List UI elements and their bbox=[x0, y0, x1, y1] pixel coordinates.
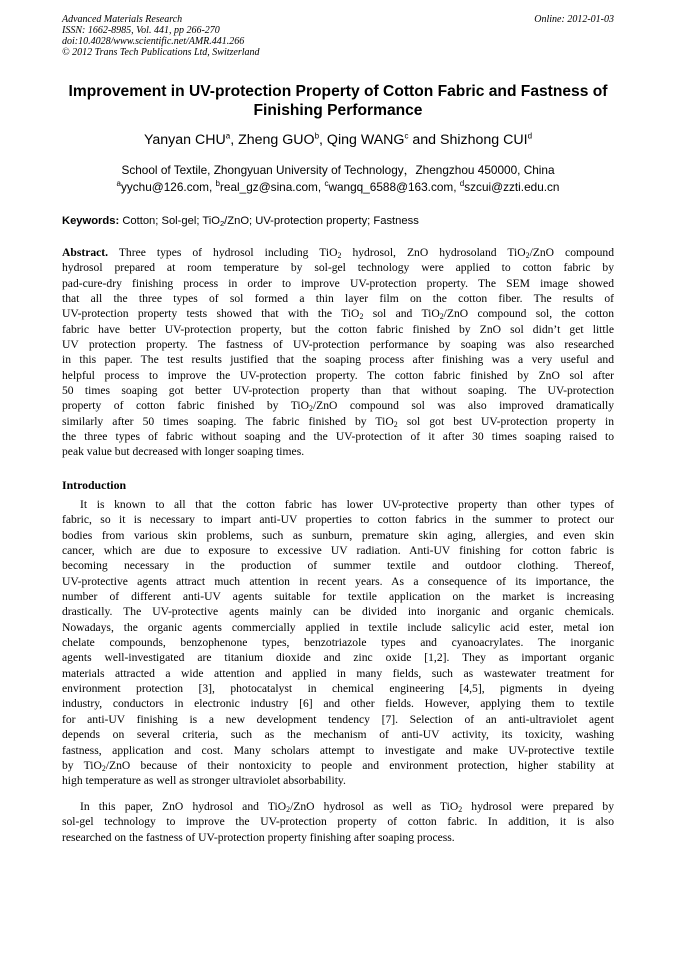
title-line-1: Improvement in UV-protection Property of Cotton Fabric and Fastness of bbox=[68, 83, 608, 100]
paper-title bbox=[62, 82, 614, 120]
text-line: pad-cure-dry finishing process in order to improve UV-protection property. The SEM image showed bbox=[62, 276, 614, 290]
text-line: the three types of fabric without soaping and the UV-protection of it after 30 times soaping raised to bbox=[62, 430, 614, 444]
text-line: UV protection property. The fastness of UV-protection performance by soaping was also researched bbox=[62, 338, 614, 352]
text-line: researched on the fastness of UV-protection property finishing after soaping process. bbox=[62, 830, 455, 844]
keywords bbox=[62, 213, 614, 229]
text-line: materials attracted a wide attention and applied in many fields, such as wastewater treatment for bbox=[62, 666, 614, 680]
journal-copyright: © 2012 Trans Tech Publications Ltd, Switzerland bbox=[62, 47, 260, 58]
section-heading-introduction: Introduction bbox=[62, 478, 127, 492]
text-line: It is known to all that the cotton fabric has lower UV-protective property than other types of bbox=[80, 498, 614, 511]
journal-header bbox=[62, 14, 614, 58]
journal-name: Advanced Materials Research bbox=[62, 14, 183, 25]
text-line: helpful process to improve the UV-protection property. The cotton fabric finished by ZnO sol after bbox=[62, 368, 614, 382]
text-line: UV-protection property tests showed that with the TiO$_2$ sol and TiO$_2$/ZnO compound sol, the cotton bbox=[62, 307, 614, 322]
title-line-2: Finishing Performance bbox=[253, 102, 423, 119]
text-line: 50 times soaping got better UV-protection property than that without soaping. The UV-protection bbox=[62, 384, 614, 398]
text-line: hydrosol prepared at room temperature by sol-gel technology were applied to cotton fabric by bbox=[62, 261, 614, 275]
text-line: Abstract. Three types of hydrosol including TiO$_2$ hydrosol, ZnO hydrosoland TiO$_2$/ZnO compound bbox=[62, 246, 614, 260]
text-line: depends on several criteria, such as the mechanism of anti-UV activity, its toxicity, washing bbox=[62, 728, 614, 742]
text-line: by TiO$_2$/ZnO because of their nontoxicity to people and environment protection, higher stability at bbox=[62, 758, 614, 773]
author-list: Yanyan CHU$^a$, Zheng GUO$^b$, Qing WANG$^c$ and Shizhong CUI$^d$ bbox=[143, 131, 533, 148]
author-name: Qing WANG$^c$ bbox=[326, 131, 409, 148]
keywords-text: Cotton; Sol-gel; TiO$_2$/ZnO; UV-protection property; Fastness bbox=[122, 215, 419, 228]
email-list: $^a$yychu@126.com, $^b$real_gz@sina.com, $^c$wangq_6588@163.com, $^d$szcui@zzti.edu.cn bbox=[116, 179, 560, 194]
text-line: peak value but decreased with longer soaping times. bbox=[62, 445, 305, 459]
text-line: fastness, application and cost. Many scholars attempt to investigate and make UV-protective textile bbox=[62, 743, 614, 757]
text-line: becoming necessary in the production of summer textile and outdoor clothing. Thereof, bbox=[62, 559, 614, 573]
text-line: in this paper. The test results justified that the soaping process after finishing was a very useful and bbox=[62, 353, 614, 367]
text-line: cancer, which are due to exposure to excessive UV radiation. Anti-UV finishing for cotton fabric is bbox=[62, 544, 614, 558]
text-line: property of cotton fabric finished by TiO$_2$/ZnO compound sol was also improved dramatically bbox=[62, 399, 615, 414]
text-line: chelate compounds, benzophenone types, benzotriazole types and cyanoacrylates. The inorganic bbox=[62, 636, 614, 650]
author-email: real_gz@sina.com bbox=[220, 180, 318, 194]
intro-paragraph-2 bbox=[62, 799, 614, 845]
text-line: fabric, so it is necessary to impart anti-UV properties to cotton fabrics in the summer to protect our bbox=[62, 513, 614, 527]
text-line: In this paper, ZnO hydrosol and TiO$_2$/ZnO hydrosol as well as TiO$_2$ hydrosol were prepared by bbox=[80, 800, 614, 814]
text-line: agents well-investigated are titanium dioxide and zinc oxide [1,2]. They as important organic bbox=[62, 651, 614, 665]
online-date: Online: 2012-01-03 bbox=[534, 14, 614, 25]
author-name: Yanyan CHU$^a$ bbox=[143, 131, 231, 148]
text-line: fabric have better UV-protection property, but the cotton fabric finished by ZnO sol didn’t get little bbox=[62, 322, 614, 336]
author-email: wangq_6588@163.com bbox=[328, 180, 454, 194]
abstract bbox=[62, 245, 614, 460]
author-email: yychu@126.com bbox=[120, 180, 209, 194]
text-line: environment protection [3], photocatalyst in chemical engineering [4,5], pigments in dyeing bbox=[62, 682, 614, 696]
abstract-label: Abstract. bbox=[62, 246, 109, 259]
text-line: UV-protective agents attract much attention in recent years. As a consequence of its importance, the bbox=[62, 574, 614, 588]
text-line: number of different anti-UV agents suitable for textile application on the market is increasing bbox=[62, 590, 614, 604]
journal-issn: ISSN: 1662-8985, Vol. 441, pp 266-270 bbox=[62, 25, 220, 36]
text-line: sol-gel technology to improve the UV-protection property of cotton fabric. In addition, it is also bbox=[62, 815, 614, 829]
affiliation: School of Textile, Zhongyuan University of Technology，Zhengzhou 450000, China bbox=[121, 163, 555, 177]
keywords-label: Keywords: bbox=[62, 215, 120, 227]
text-line: Nowadays, the organic agents commercially applied in textile include salicylic acid ester, metal ion bbox=[62, 620, 614, 634]
text-line: high temperature as well as stronger ultraviolet absorbability. bbox=[62, 774, 346, 788]
text-line: drastically. The UV-protective agents mainly can be divided into inorganic and organic chemicals. bbox=[62, 605, 614, 619]
text-line: industry, conductors in electronic industry [6] and other fields. However, applying them to textile bbox=[62, 697, 614, 711]
text-line: bodies from various skin problems, such as sunburn, premature skin aging, allergies, and even skin bbox=[62, 528, 614, 542]
text-line: similarly after 50 times soaping. The fabric finished by TiO$_2$ sol got best UV-protection property in bbox=[62, 414, 614, 429]
text-line: that all the three types of sol formed a thin layer film on the cotton fiber. The results of bbox=[62, 292, 614, 306]
journal-doi: doi:10.4028/www.scientific.net/AMR.441.266 bbox=[62, 36, 245, 47]
author-name: Zheng GUO$^b$ bbox=[238, 131, 320, 148]
author-email: szcui@zzti.edu.cn bbox=[464, 180, 560, 194]
intro-paragraph-1 bbox=[62, 497, 614, 789]
text-line: for anti-UV finishing is a new development tendency [7]. Selection of an anti-ultraviolet agent bbox=[62, 712, 614, 726]
author-name: Shizhong CUI$^d$ bbox=[440, 131, 533, 148]
